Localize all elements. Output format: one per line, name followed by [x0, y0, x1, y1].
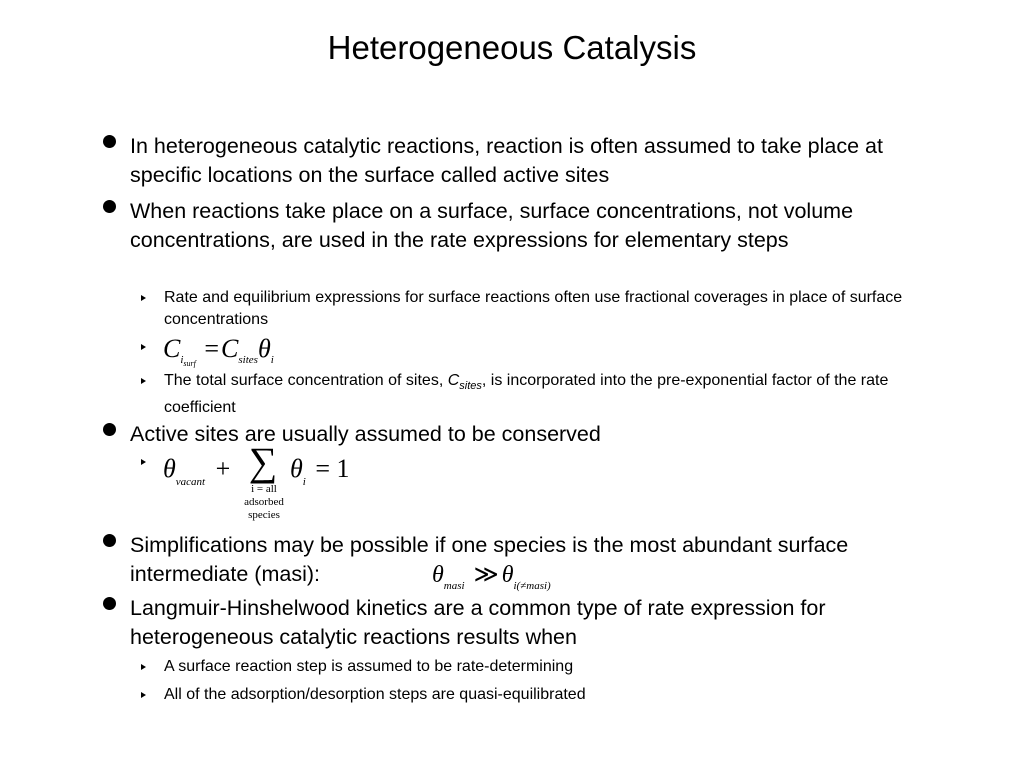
bullet-text: When reactions take place on a surface, surface concentrations, not volume concentrations, are used in the rate expressions for elementary steps	[130, 199, 854, 252]
equation-masi: $\theta_{masi}$ ≫ $\theta_{i(\ne masi)}$	[432, 562, 551, 592]
bullet-dot-icon	[103, 423, 116, 436]
slide-title: Heterogeneous Catalysis	[327, 29, 697, 66]
bullet-active-sites-intro	[130, 132, 920, 190]
subbullet-text: A surface reaction step is assumed to be rate-determining	[164, 658, 574, 675]
bullet-text: Active sites are usually assumed to be conserved	[130, 422, 601, 446]
csites-subscript: sites	[459, 380, 482, 393]
bullet-dot-icon	[103, 597, 116, 610]
bullet-text: Langmuir-Hinshelwood kinetics are a common type of rate expression for heterogeneous catalytic reactions results when	[130, 596, 826, 649]
subbullet-arrow-icon	[141, 459, 146, 465]
bullet-surface-concentrations	[130, 197, 920, 255]
bullet-langmuir-hinshelwood	[130, 594, 920, 652]
subbullet-text: Rate and equilibrium expressions for surface reactions often use fractional coverages in place of surface concentrations	[164, 289, 903, 328]
subbullet-rate-determining	[164, 656, 924, 678]
subbullet-arrow-icon	[141, 664, 146, 670]
csites-variable: C	[447, 372, 460, 389]
bullet-text: Simplifications may be possible if one species is the most abundant surface intermediate (masi):	[130, 533, 849, 586]
subbullet-arrow-icon	[141, 295, 146, 301]
subbullet-text-post: , is incorporated into the pre-exponential factor of the rate coefficient	[164, 372, 889, 417]
subbullet-text: All of the adsorption/desorption steps are quasi-equilibrated	[164, 686, 586, 703]
subbullet-surface-conc-equation	[164, 336, 924, 370]
summation-limits: i = all adsorbed species	[244, 483, 284, 521]
subbullet-arrow-icon	[141, 344, 146, 350]
bullet-dot-icon	[103, 534, 116, 547]
equation-site-balance: $\theta_{vacant}$ +	[163, 454, 231, 488]
bullet-dot-icon	[103, 200, 116, 213]
subbullet-quasi-equilibrated	[164, 684, 924, 706]
equation-site-balance-rhs: $\theta_i = 1$	[290, 454, 350, 488]
equation-surface-concentration: $C_{i_{surf}} =C_{sites}\theta_i$	[163, 334, 274, 368]
subbullet-total-sites	[164, 370, 924, 419]
summation-symbol: ∑	[248, 439, 278, 484]
subbullet-text-pre: The total surface concentration of sites,	[164, 372, 448, 389]
subbullet-fractional-coverages	[164, 287, 924, 331]
bullet-dot-icon	[103, 135, 116, 148]
subbullet-arrow-icon	[141, 378, 146, 384]
bullet-text: In heterogeneous catalytic reactions, reaction is often assumed to take place at specific locations on the surface called active sites	[130, 134, 883, 187]
subbullet-arrow-icon	[141, 692, 146, 698]
